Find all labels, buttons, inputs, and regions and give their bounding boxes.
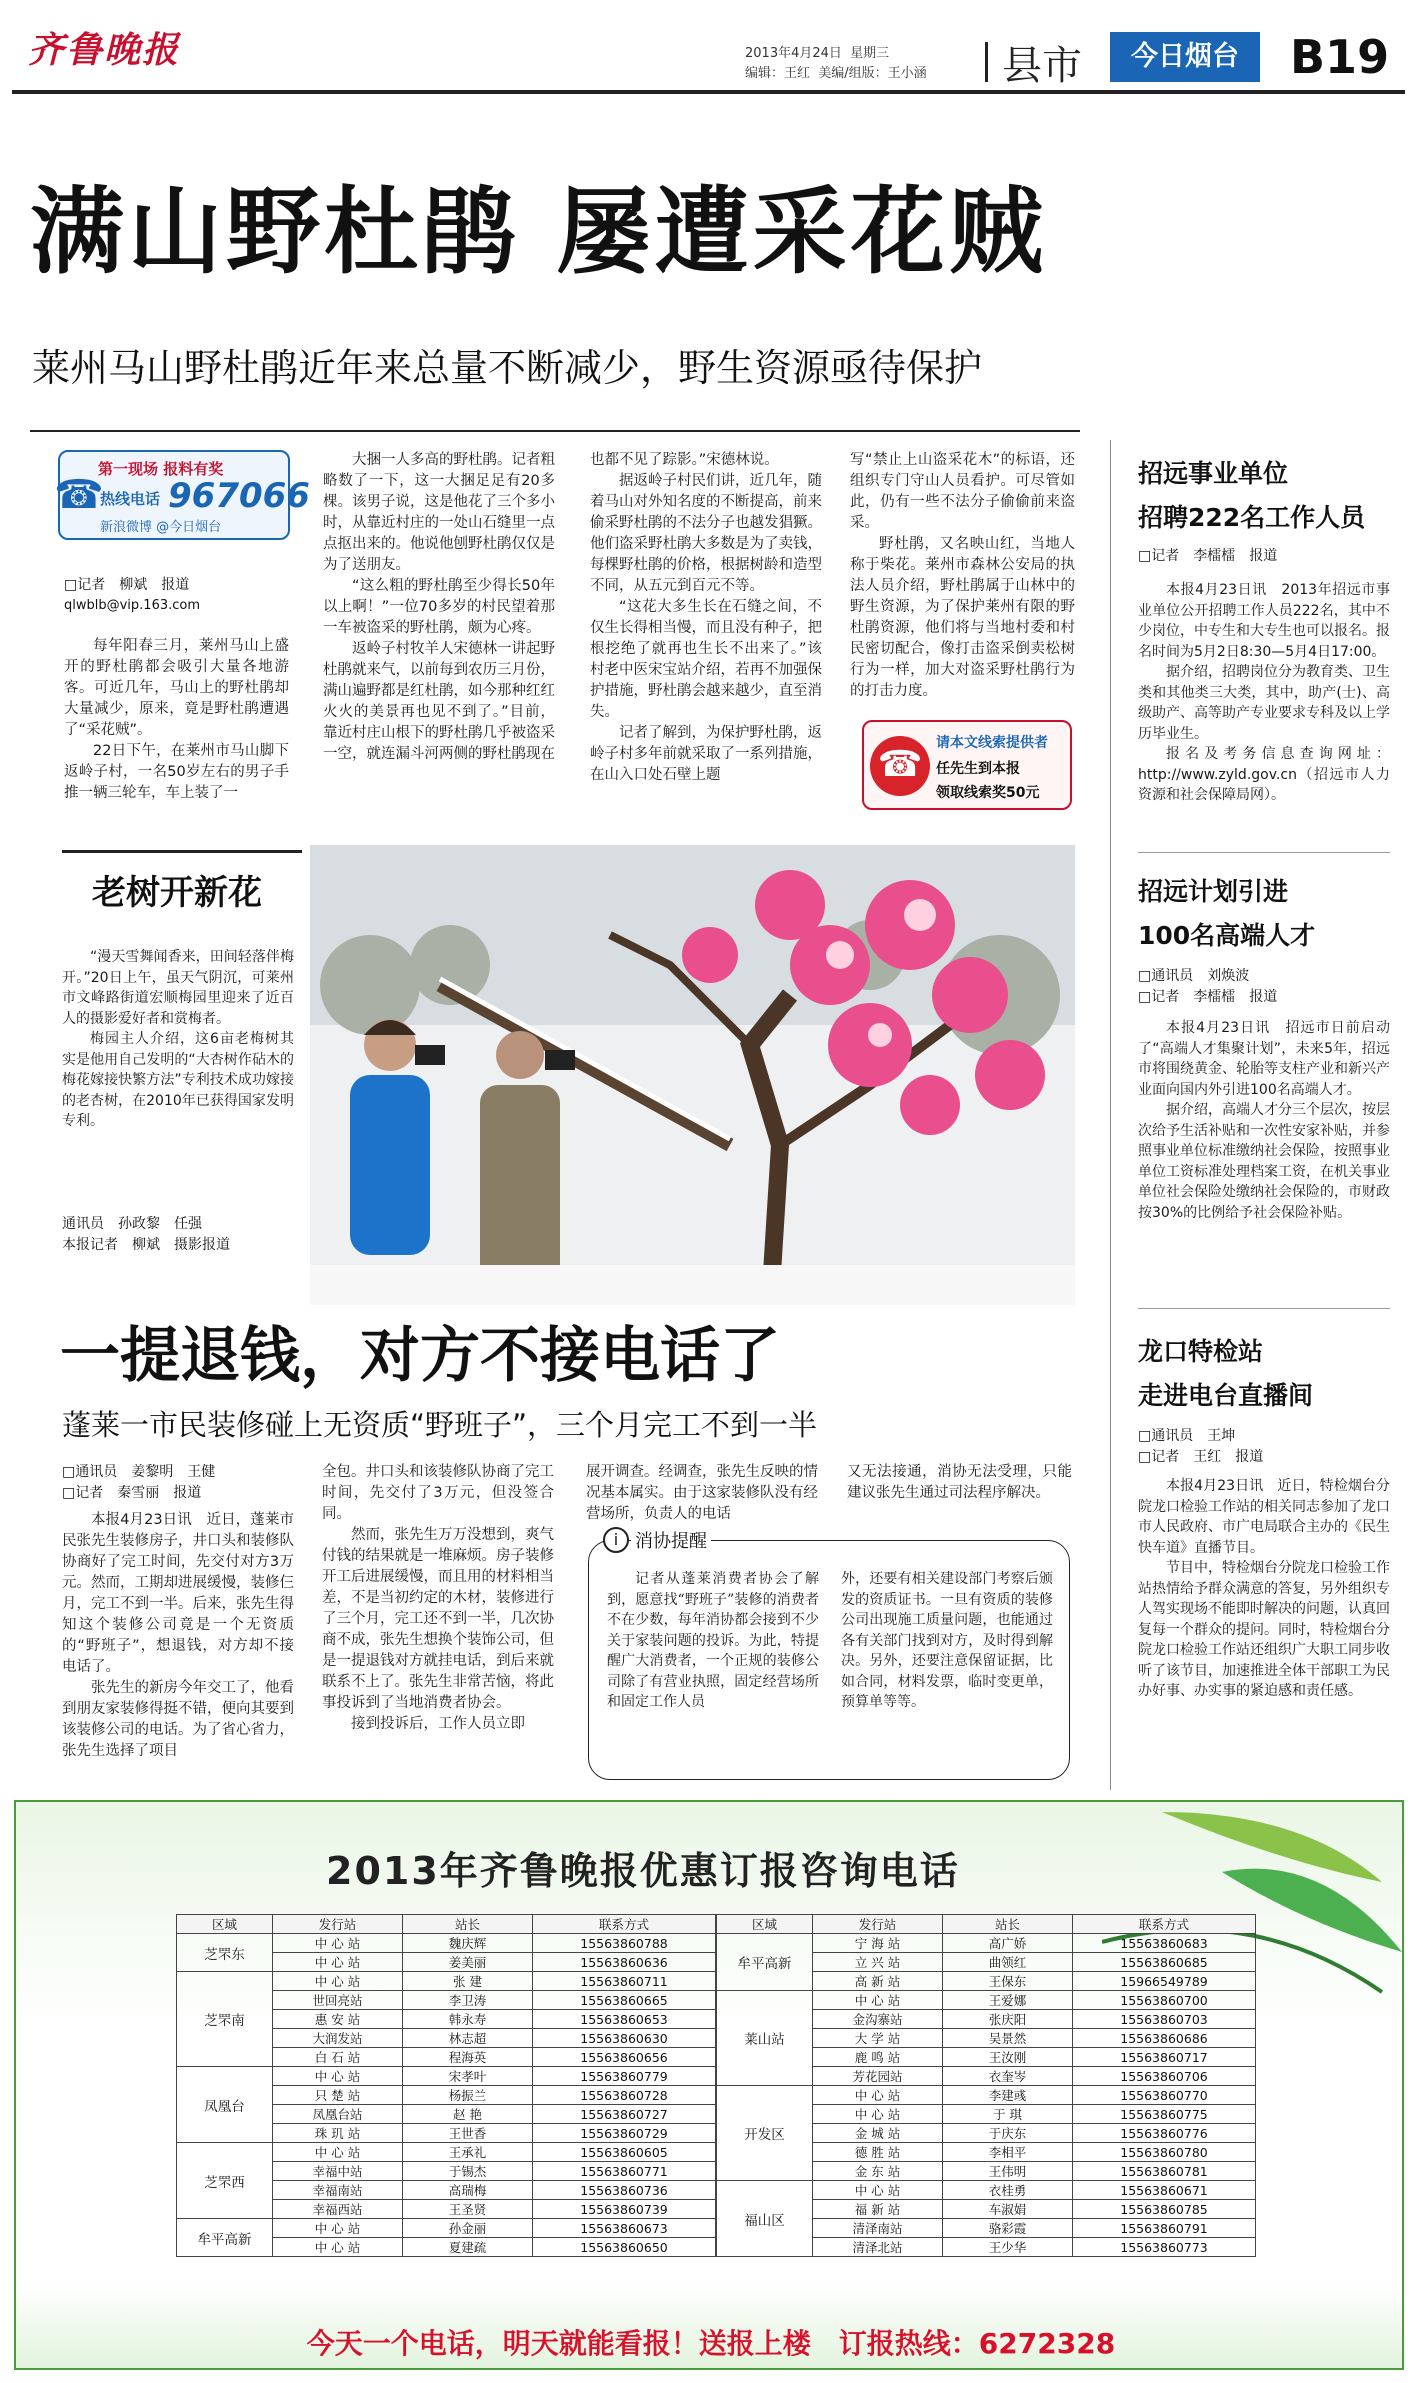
phone-cell: 15563860683 — [1073, 1934, 1256, 1953]
station-cell: 清泽北站 — [813, 2238, 943, 2257]
hotline-tag: 第一现场 报料有奖 — [98, 460, 224, 478]
station-cell: 立 兴 站 — [813, 1953, 943, 1972]
station-cell: 幸福南站 — [273, 2181, 403, 2200]
subscription-title: 2013年齐鲁晚报优惠订报咨询电话 — [326, 1849, 960, 1893]
table-row — [717, 2181, 1256, 2200]
phone-cell: 15563860780 — [1073, 2143, 1256, 2162]
subscription-table-left — [176, 1914, 716, 2257]
station-cell: 幸福西站 — [273, 2200, 403, 2219]
phone-cell: 15563860736 — [533, 2181, 716, 2200]
table-row — [177, 2143, 716, 2162]
table-row — [177, 2219, 716, 2238]
sidebar-1-text: 本报4月23日讯 2013年招远市事业单位公开招聘工作人员222名，其中不少岗位，中专生和大专生也可以报名。报名时间为5月2日8:30—5月4日17:00。 据介绍，招聘岗位分为教育类、卫生类和其他类三大类，其中，助产(士)、高级助产、高等助产专业要求专科及以上学历毕业生。 报名及考务信息查询网址：http://www.zyld.gov.cn（招远市人力资源和社会保障局网）。 — [1138, 582, 1390, 803]
manager-cell: 于 琪 — [943, 2105, 1073, 2124]
station-cell: 福 新 站 — [813, 2200, 943, 2219]
story2-subhead: 蓬莱一市民装修碰上无资质“野班子”，三个月完工不到一半 — [62, 1408, 818, 1442]
station-cell: 白 石 站 — [273, 2048, 403, 2067]
tip-title: 消协提醒 — [631, 1527, 711, 1553]
hotline-label: 热线电话 — [100, 490, 161, 508]
manager-cell: 王圣贤 — [403, 2200, 533, 2219]
station-cell: 惠 安 站 — [273, 2010, 403, 2029]
manager-cell: 王爱娜 — [943, 1991, 1073, 2010]
phone-cell: 15563860728 — [533, 2086, 716, 2105]
station-cell: 中 心 站 — [273, 1953, 403, 1972]
station-cell: 中 心 站 — [813, 2086, 943, 2105]
masthead-rule — [12, 90, 1405, 94]
sidebar-2-byline: □通讯员 刘焕波 □记者 李檑檑 报道 — [1138, 968, 1278, 1005]
manager-cell: 孙金丽 — [403, 2219, 533, 2238]
tip-text-2: 外，还要有相关建设部门考察后颁发的资质证书。一旦有资质的装修公司出现施工质量问题，也能通过各有关部门找到对方，及时得到解决。另外，还要注意保留证据，比如合同，材料发票，临时变更单，预算单等等。 — [841, 1571, 1053, 1710]
manager-cell: 王伟明 — [943, 2162, 1073, 2181]
phone-cell: 15563860771 — [533, 2162, 716, 2181]
reward-badge — [862, 720, 1072, 810]
station-cell: 金沟寨站 — [813, 2010, 943, 2029]
manager-cell: 曲领红 — [943, 1953, 1073, 1972]
phone-cell: 15563860781 — [1073, 2162, 1256, 2181]
region-cell: 凤凰台 — [177, 2067, 273, 2143]
region-cell: 芝罘西 — [177, 2143, 273, 2219]
phone-cell: 15563860636 — [533, 1953, 716, 1972]
station-cell: 金 东 站 — [813, 2162, 943, 2181]
sidebar-2-text: 本报4月23日讯 招远市日前启动了“高端人才集聚计划”，未来5年，招远市将围绕黄金、轮胎等支柱产业和新兴产业面向国内外引进100名高端人才。 据介绍，高端人才分三个层次，按层次给予生活补贴和一次性安家补贴，并参照事业单位标准缴纳社会保险，按照事业单位工资标准处理档案工资，在机关事业单位社会保险处缴纳社会保险的，市财政按30%的比例给予社会保险补贴。 — [1138, 1020, 1390, 1221]
manager-cell: 宋孝叶 — [403, 2067, 533, 2086]
editors-line: 编辑：王红 美编/组版：王小涵 — [745, 66, 927, 81]
plum-blossom-photo — [310, 845, 1075, 1305]
station-cell: 只 楚 站 — [273, 2086, 403, 2105]
photo-story-title: 老树开新花 — [92, 873, 262, 913]
manager-cell: 高广娇 — [943, 1934, 1073, 1953]
lead-headline: 满山野杜鹃 屡遭采花贼 — [30, 178, 1047, 287]
phone-cell: 15563860791 — [1073, 2219, 1256, 2238]
hotline-weibo: 新浪微博 @今日烟台 — [100, 520, 222, 535]
table-row — [717, 1991, 1256, 2010]
table-row — [177, 1972, 716, 1991]
lead-col-4: 写“禁止上山盗采花木”的标语，还组织专门守山人员看护。可尽管如此，仍有一些不法分子偷偷前来盗采。 野杜鹃，又名映山红，当地人称于柴花。莱州市森林公安局的执法人员介绍，野杜鹃属于山林中的野生资源，为了保护莱州有限的野杜鹃资源，他们将与当地村委和村民密切配合，像打击盗采倒卖松树行为一样，加大对盗采野杜鹃行为的打击力度。 — [850, 452, 1075, 699]
phone-cell: 15563860700 — [1073, 1991, 1256, 2010]
station-cell: 凤凰台站 — [273, 2105, 403, 2124]
subscription-table-right — [716, 1914, 1256, 2257]
story2-col-3: 展开调查。经调查，张先生反映的情况基本属实。由于这家装修队没有经营场所，负责人的电话 — [586, 1464, 818, 1522]
tip-text-1: 记者从蓬莱消费者协会了解到，愿意找“野班子”装修的消费者不在少数，每年消协都会接到不少关于家装问题的投诉。为此，特提醒广大消费者，一个正规的装修公司除了有营业执照，固定经营场所和固定工作人员 — [607, 1571, 819, 1710]
lead-col-1: 每年阳春三月，莱州马山上盛开的野杜鹃都会吸引大量各地游客。可近几年，马山上的野杜鹃却大量减少，原来，竟是野杜鹃遭遇了“采花贼”。 22日下午，在莱州市马山脚下返岭子村，一名50岁左右的男子手推一辆三轮车，车上装了一 — [64, 638, 289, 801]
manager-cell: 魏庆辉 — [403, 1934, 533, 1953]
manager-cell: 李卫涛 — [403, 1991, 533, 2010]
photo-illustration — [310, 845, 1075, 1305]
manager-cell: 高瑞梅 — [403, 2181, 533, 2200]
manager-cell: 吴景然 — [943, 2029, 1073, 2048]
phone-cell: 15563860671 — [1073, 2181, 1256, 2200]
phone-cell: 15563860605 — [533, 2143, 716, 2162]
table-header-row: 区域 发行站 站长 联系方式 — [717, 1915, 1256, 1934]
sidebar — [1130, 440, 1395, 1790]
reward-line2: 任先生到本报 — [936, 761, 1020, 777]
manager-cell: 夏建疏 — [403, 2238, 533, 2257]
sidebar-3-text: 本报4月23日讯 近日，特检烟台分院龙口检验工作站的相关同志参加了龙口市人民政府、市广电局联合主办的《民生快车道》直播节目。 节目中，特检烟台分院龙口检验工作站热情给予群众满意的答复，另外组织专人驾实现场不能即时解决的问题，认真回复每一个群众的提问。同时，特检烟台分院龙口检验工作站还组织广大职工同步收听了该节目，加速推进全体干部职工为民办好事、办实事的紧迫感和责任感。 — [1138, 1478, 1390, 1699]
phone-cell: 15563860686 — [1073, 2029, 1256, 2048]
manager-cell: 杨振兰 — [403, 2086, 533, 2105]
page-number: B19 — [1290, 30, 1390, 84]
hotline-box — [54, 450, 310, 540]
lead-col-2: 大捆一人多高的野杜鹃。记者粗略数了一下，这一大捆足足有20多棵。该男子说，这是他花了三个多小时，从靠近村庄的一处山石缝里一点点抠出来的。他说他刨野杜鹃仅仅是为了送朋友。 “这么粗的野杜鹃至少得长50年以上啊！”一位70多岁的村民望着那一车被盗采的野杜鹃，颇为心疼。 返岭子村牧羊人宋德林一讲起野杜鹃就来气，以前每到农历三月份，满山遍野都是红杜鹃，如今那种红红火火的美景再也见不到了。”目前，靠近村庄山根下的野杜鹃几乎被盗采一空，就连漏斗河两侧的野杜鹃现在 — [323, 452, 555, 762]
story2-col-4: 又无法接通，消协无法受理，只能建议张先生通过司法程序解决。 — [847, 1464, 1072, 1501]
lead-col-3: 也都不见了踪影。”宋德林说。 据返岭子村民们讲，近几年，随着马山对外知名度的不断提高，前来偷采野杜鹃的不法分子也越发猖獗。他们盗采野杜鹃大多数是为了卖钱，每棵野杜鹃的价格，根据树龄和造型不同，从五元到百元不等。 “这花大多生长在石缝之间，不仅生长得相当慢，而且没有种子，把根挖绝了就再也生长不出来了。”该村老中医宋宝站介绍，若再不加强保护措施，野杜鹃会越来越少，直至消失。 记者了解到，为保护野杜鹃，返岭子村多年前就采取了一系列措施，在山入口处石壁上题 — [590, 452, 822, 783]
phone-cell: 15563860717 — [1073, 2048, 1256, 2067]
phone-cell: 15563860630 — [533, 2029, 716, 2048]
station-cell: 幸福中站 — [273, 2162, 403, 2181]
reward-line3: 领取线索奖50元 — [936, 785, 1040, 801]
manager-cell: 王保东 — [943, 1972, 1073, 1991]
manager-cell: 李相平 — [943, 2143, 1073, 2162]
phone-cell: 15563860706 — [1073, 2067, 1256, 2086]
station-cell: 金 城 站 — [813, 2124, 943, 2143]
phone-cell: 15563860711 — [533, 1972, 716, 1991]
region-cell: 芝罘南 — [177, 1972, 273, 2067]
lead-subhead: 莱州马山野杜鹃近年来总量不断减少，野生资源亟待保护 — [32, 346, 983, 390]
station-cell: 中 心 站 — [813, 2181, 943, 2200]
station-cell: 中 心 站 — [273, 2238, 403, 2257]
station-cell: 中 心 站 — [273, 1972, 403, 1991]
sub-section-tab: 今日烟台 — [1110, 32, 1260, 82]
hotline-number: 967066 — [168, 476, 310, 516]
station-cell: 珠 玑 站 — [273, 2124, 403, 2143]
region-cell: 芝罘东 — [177, 1934, 273, 1972]
phone-cell: 15563860776 — [1073, 2124, 1256, 2143]
photo-credit-1: 通讯员 孙政黎 任强 — [62, 1216, 202, 1232]
station-cell: 宁 海 站 — [813, 1934, 943, 1953]
station-cell: 中 心 站 — [273, 1934, 403, 1953]
station-cell: 清泽南站 — [813, 2219, 943, 2238]
manager-cell: 张庆阳 — [943, 2010, 1073, 2029]
phone-cell: 15563860685 — [1073, 1953, 1256, 1972]
sidebar-1-title-line2: 招聘222名工作人员 — [1138, 503, 1366, 532]
manager-cell: 车淑娟 — [943, 2200, 1073, 2219]
phone-cell: 15563860650 — [533, 2238, 716, 2257]
phone-cell: 15563860665 — [533, 1991, 716, 2010]
manager-cell: 赵 艳 — [403, 2105, 533, 2124]
station-cell: 大 学 站 — [813, 2029, 943, 2048]
issue-date: 2013年4月24日 星期三 — [745, 46, 890, 61]
sidebar-separator-2 — [1138, 1308, 1390, 1309]
manager-cell: 姜美丽 — [403, 1953, 533, 1972]
manager-cell: 衣奎岑 — [943, 2067, 1073, 2086]
newspaper-logo: 齐鲁晚报 — [28, 29, 181, 71]
phone-cell: 15563860703 — [1073, 2010, 1256, 2029]
lead-byline: □记者 柳斌 报道 — [64, 577, 190, 593]
sidebar-1-title-line1: 招远事业单位 — [1138, 459, 1289, 488]
station-cell: 芳花园站 — [813, 2067, 943, 2086]
manager-cell: 张 建 — [403, 1972, 533, 1991]
telephone-icon: ☎ — [870, 736, 930, 796]
sidebar-separator-1 — [1138, 852, 1390, 853]
phone-cell: 15563860727 — [533, 2105, 716, 2124]
subscription-ad — [14, 1800, 1404, 2370]
reward-line1: 请本文线索提供者 — [936, 735, 1048, 751]
manager-cell: 骆彩霞 — [943, 2219, 1073, 2238]
table-header-row: 区域 发行站 站长 联系方式 — [177, 1915, 716, 1934]
phone-cell: 15563860773 — [1073, 2238, 1256, 2257]
manager-cell: 林志超 — [403, 2029, 533, 2048]
station-cell: 世回亮站 — [273, 1991, 403, 2010]
station-cell: 鹿 鸣 站 — [813, 2048, 943, 2067]
story2-byline: □通讯员 姜黎明 王健 □记者 秦雪丽 报道 — [62, 1464, 216, 1501]
phone-cell: 15563860779 — [533, 2067, 716, 2086]
station-cell: 高 新 站 — [813, 1972, 943, 1991]
station-cell: 中 心 站 — [813, 2105, 943, 2124]
subscription-footer: 今天一个电话，明天就能看报！送报上楼 订报热线：6272328 — [306, 2327, 1116, 2360]
info-icon: i — [603, 1527, 629, 1553]
sidebar-1-byline: □记者 李檑檑 报道 — [1138, 548, 1278, 564]
manager-cell: 王世香 — [403, 2124, 533, 2143]
station-cell: 中 心 站 — [273, 2067, 403, 2086]
table-row — [177, 1934, 716, 1953]
region-cell: 牟平高新 — [177, 2219, 273, 2257]
phone-icon: ☎ — [54, 472, 104, 518]
sidebar-2-title-line2: 100名高端人才 — [1138, 921, 1316, 950]
phone-cell: 15563860739 — [533, 2200, 716, 2219]
manager-cell: 于锡杰 — [403, 2162, 533, 2181]
station-cell: 德 胜 站 — [813, 2143, 943, 2162]
manager-cell: 衣桂勇 — [943, 2181, 1073, 2200]
masthead — [0, 0, 1417, 89]
section-name: 县市 — [1002, 43, 1082, 89]
table-row — [177, 2067, 716, 2086]
photo-story-box — [62, 850, 302, 1310]
lead-email: qlwblb@vip.163.com — [64, 598, 201, 613]
region-cell: 莱山站 — [717, 1991, 813, 2086]
region-cell: 福山区 — [717, 2181, 813, 2257]
manager-cell: 王少华 — [943, 2238, 1073, 2257]
manager-cell: 王承礼 — [403, 2143, 533, 2162]
masthead-divider — [985, 42, 988, 82]
station-cell: 中 心 站 — [273, 2219, 403, 2238]
region-cell: 牟平高新 — [717, 1934, 813, 1991]
station-cell: 中 心 站 — [273, 2143, 403, 2162]
sidebar-divider — [1110, 440, 1111, 1790]
story2-col-2: 全包。井口头和该装修队协商了完工时间，先交付了3万元，但没签合同。 然而，张先生万万没想到，爽气付钱的结果就是一堆麻烦。房子装修开工后进展缓慢，而且用的材料相当差，不是当初约定的木材，装修进行了三个月，完工还不到一半，几次协商不成，张先生想换个装饰公司，但是一提退钱对方就挂电话，到后来就联系不上了。张先生非常苦恼，将此事投诉到了当地消费者协会。 接到投诉后，工作人员立即 — [322, 1464, 554, 1732]
region-cell: 开发区 — [717, 2086, 813, 2181]
sidebar-2-title-line1: 招远计划引进 — [1138, 877, 1289, 906]
phone-cell: 15563860656 — [533, 2048, 716, 2067]
manager-cell: 程海英 — [403, 2048, 533, 2067]
phone-cell: 15966549789 — [1073, 1972, 1256, 1991]
phone-cell: 15563860729 — [533, 2124, 716, 2143]
phone-cell: 15563860770 — [1073, 2086, 1256, 2105]
table-row — [717, 1934, 1256, 1953]
manager-cell: 李建彧 — [943, 2086, 1073, 2105]
lead-rule — [30, 430, 1080, 432]
manager-cell: 于庆东 — [943, 2124, 1073, 2143]
phone-cell: 15563860673 — [533, 2219, 716, 2238]
sidebar-3-byline: □通讯员 王坤 □记者 王红 报道 — [1138, 1428, 1264, 1465]
phone-cell: 15563860775 — [1073, 2105, 1256, 2124]
sidebar-3-title-line1: 龙口特检站 — [1138, 1337, 1264, 1366]
story2-headline: 一提退钱，对方不接电话了 — [60, 1321, 780, 1391]
sidebar-3-title-line2: 走进电台直播间 — [1138, 1381, 1314, 1410]
station-cell: 大润发站 — [273, 2029, 403, 2048]
manager-cell: 韩永寿 — [403, 2010, 533, 2029]
photo-credit-2: 本报记者 柳斌 摄影报道 — [62, 1237, 230, 1253]
station-cell: 中 心 站 — [813, 1991, 943, 2010]
photo-story-text: “漫天雪舞闻香来，田间轻落伴梅开。”20日上午，虽天气阴沉，可莱州市文峰路街道宏顺梅园里迎来了近百人的摄影爱好者和赏梅者。 梅园主人介绍，这6亩老梅树其实是他用自己发明的“大杏树作砧木的梅花嫁接快繁方法”专利技术成功嫁接的老杏树，在2010年已获得国家发明专利。 — [62, 949, 294, 1129]
phone-cell: 15563860653 — [533, 2010, 716, 2029]
phone-cell: 15563860785 — [1073, 2200, 1256, 2219]
table-row — [717, 2086, 1256, 2105]
phone-cell: 15563860788 — [533, 1934, 716, 1953]
consumer-tip-box — [588, 1530, 1070, 1780]
manager-cell: 王汝刚 — [943, 2048, 1073, 2067]
story2-col-1: 本报4月23日讯 近日，蓬莱市民张先生装修房子，井口头和装修队协商好了完工时间，先交付对方3万元。然而，工期却进展缓慢，装修仨月，完工不到一半。后来，张先生得知这个装修公司竟是一个无资质的“野班子”，想退钱，对方却不接电话了。 张先生的新房今年交工了，他看到朋友家装修得挺不错，便向其要到该装修公司的电话。为了省心省力，张先生选择了项目 — [62, 1512, 294, 1759]
